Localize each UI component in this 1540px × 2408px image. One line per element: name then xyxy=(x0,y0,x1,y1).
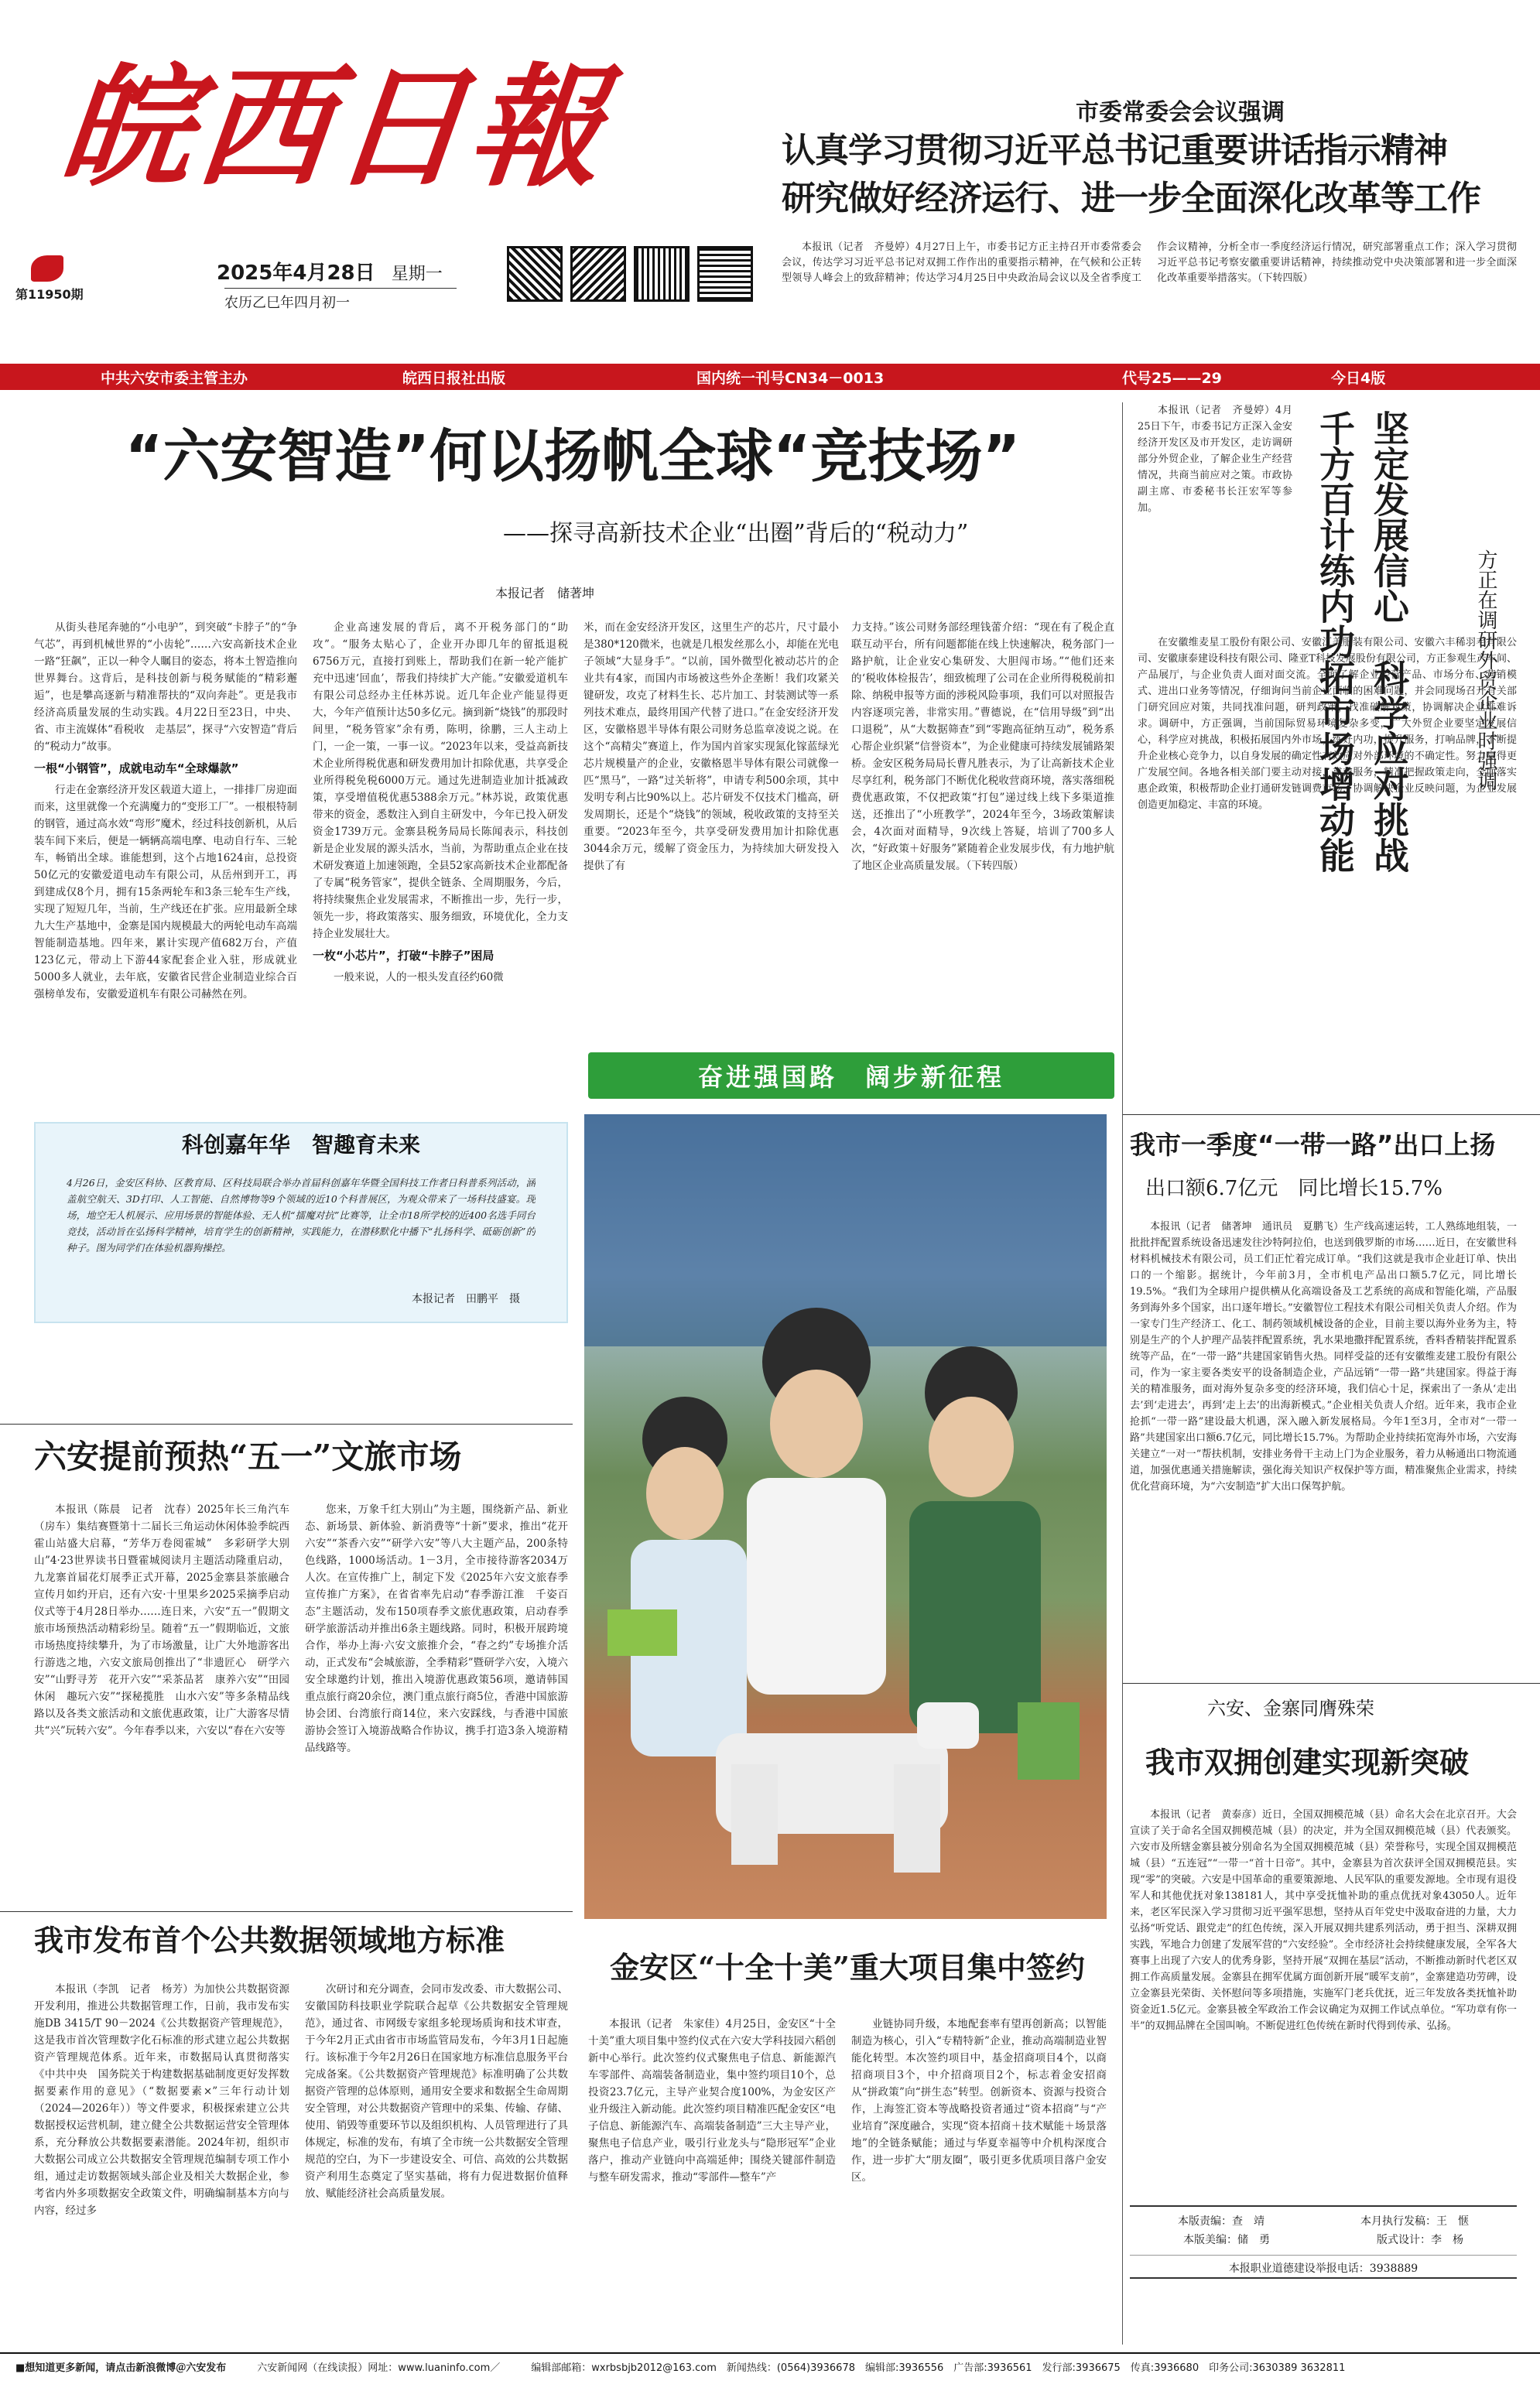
belt-road-title: 我市一季度“一带一路”出口上扬 xyxy=(1130,1130,1496,1160)
sci-fair-body: 4月26日，金安区科协、区教育局、区科技局联合举办首届科创嘉年华暨全国科技工作者日科普系列活动，涵盖航空航天、3D打印、人工智能、自然博物等9个领域的近10个科普展区，为观众带来了一场科技盛宴。现场，地空无人机展示、应用场景的智能体验、无人机“擂魔对抗”比赛等，让全市18所学校的近400名选手同台竞技，活动旨在弘扬科学精神，培育学生的创新精神，实践能力，在潜移默化中播下“扎扬科学、砥砺创新”的种子。图为同学们在体验机器狗操控。 xyxy=(67,1177,536,1254)
newspaper-name: 皖西日報 xyxy=(53,50,615,205)
lead-story-byline: 本报记者 储著坤 xyxy=(495,586,595,600)
divider xyxy=(1122,1114,1540,1115)
divider xyxy=(1122,402,1123,2345)
divider xyxy=(1122,1683,1540,1684)
sci-fair-credit: 本报记者 田鹏平 摄 xyxy=(412,1293,520,1305)
lead-story-title: “六安智造”何以扬帆全球“竞技场” xyxy=(125,423,1021,490)
footer-wechat: ■想知道更多新闻，请点击新浪微博＠六安发布 xyxy=(15,2362,227,2374)
editor-row2-left: 本版美编：储 勇 xyxy=(1183,2234,1270,2246)
masthead-logo xyxy=(53,43,650,228)
tourism-col-1: 本报讯（陈晨 记者 沈春）2025年长三角汽车（房车）集结赛暨第十二届长三角运动休闲体验季皖西霍山站盛大启幕，“芳华万卷阅霍城” 多彩研学大别山”4·23世界读书日暨霍城阅读月主题活动隆重启动，九龙寨首届花灯展季正式开幕，2025金寨县茶旅融合宣传月如约开启，还有六安·十里果乡2025采摘季启动仪式等于4月28日举办……连日来，六安“五一”假期文旅市场预热活动精彩纷呈。随着“五一”假期临近，文旅市场热度持续攀升，为了市场激量，让广大外地游客出行游选之地，六安文旅局创推出了“非遗匠心 研学六安”“山野寻芳 花开六安”“采茶品茗 康养六安”“田园休闲 趣玩六安”“探秘揽胜 山水六安”等多条精品线路以及各类文旅活动和文旅优惠政策，让广大游客尽情共“兴”玩转六安”。今年春季以来，六安以“春在六安等 xyxy=(34,1503,289,1737)
data-standard-col-2: 次研讨和充分调查，会同市发改委、市大数据公司、安徽国防科技职业学院联合起草《公共数据安全管理规范》，通过省、市网级专家组多轮现场质询和技术审查，于今年2月正式由省市市场监管局发布，今年3月1日起施行。该标准于今年2月26日在国家地方标准信息服务平台完成备案。《公共数据资产管理规范》标准明确了公共数据资产管理的总体原则，通用安全要求和数据全生命周期安全管理，对公共数据资产管理中的采集、传输、存储、使用、销毁等重要环节以及组织机构、人员管理进行了具体规定，标准的发布，有填了全市统一公共数据安全管理规范的空白，为下一步建设安全、可信、高效的公共数据资产利用生态奠定了坚实基础，将有力促进数据价值释放、赋能经济社会高质量发展。 xyxy=(305,1983,568,2200)
lead-col2b-text: 一般来说，人的一根头发直径约60微 xyxy=(334,971,504,983)
lead-col1-text: 从街头巷尾奔驰的“小电驴”，到突破“卡脖子”的“争气芯”，再到机械世界的“小齿轮”……六安高新技术企业一路“狂飙”，正以一种令人瞩目的姿态，将本土智造推向世界舞台。这背后，是科技创新与税务赋能的“精彩邂逅”，也是攀高逐新与精准帮扶的“双向奔赴”。更是我市经济高质量发展的生动实践。4月22日至23日，中央、省、市主流媒体“看税收 走基层”，探寻“六安智造”背后的“税动力”故事。 xyxy=(34,621,297,753)
jinzhai-kicker: 六安、金寨同膺殊荣 xyxy=(1207,1698,1374,1719)
footer-website[interactable]: 六安新闻网（在线读报）网址：www.luaninfo.com／ xyxy=(257,2362,501,2374)
jinan-projects-title: 金安区“十全十美”重大项目集中签约 xyxy=(610,1950,1085,1985)
data-standard-col-1: 本报讯（李凯 记者 杨芳）为加快公共数据资源开发利用，推进公共数据管理工作，日前，我市发布实施DB 3415/T 90－2024《公共数据资产管理规范》，这是我市首次管理数字化石标准的形式建立起公共数据资产管理规范体系。近年来，市数据局认真贯彻落实《中共中央 国务院关于构建数据基础制度更好发挥数据要素作用的意见》（“数据要素×”三年行动计划（2024—2026年））等文件要求，积极探索建立公共数据授权运营机制，建立健全公共数据运营安全管理体系，充分释放公共数据要素潜能。2024年初，组织市大数据公司成立公共数据安全管理规范编制专项工作小组，通过走访数据领域头部企业及相关大数据企业，参考省内外多项数据安全政策文件，明确编制基本方向与内容，经过多 xyxy=(34,1983,289,2217)
lead-col1b-text: 行走在金寨经济开发区载道大道上，一排排厂房迎面而来，这里就像一个充满魔力的“变形工厂”。一根根特制的钢管，通过高水效“弯形”魔术，经过科技创新机，从后装车间下来后，便是一辆辆高端电摩、电动自行车、三轮车，畅销出全球。谁能想到，这个占地1624亩，总投资50亿元的安徽爱道电动车有限公司，从岳州到开工，再到建成仅8个月，拥有15条两轮车和3条三轮车生产线，实现了短短几年，当前，生产线还在扩张。应用最新全球九大生产基地中，金寨是国内规模最大的两轮电动车高端智能制造基地。四年来，累计实现产值682万台，产值123亿元，带动上下游44家配套企业入驻，形成就业5000多人就业，去年底，安徽省民营企业制造业综合百强榜单发布，安徽爱道机车有限公司赫然在列。 xyxy=(34,784,297,1000)
tourism-title: 六安提前预热“五一”文旅市场 xyxy=(34,1438,462,1476)
commentary-body-1: 本报讯（记者 齐曼婷）4月25日下午，市委书记方正深入金安经济开发区及市开发区，走访调研部分外贸企业，了解企业生产经营情况，共商当前应对之策。市政协副主席、市委秘书长汪宏军等参加。 xyxy=(1138,405,1292,514)
slogan-text: 奋进强国路 阔步新征程 xyxy=(697,1062,1004,1092)
editor-row1-right: 本月执行发稿：王 惬 xyxy=(1360,2215,1469,2228)
commentary-body-2: 在安徽维麦星工股份有限公司、安徽江美服装有限公司、安徽六丰稀羽毛有限公司、安徽康泰建设科技有限公司、隆亚T科技发展股份有限公司，方正参观生产车间、产品展厅，与企业负责人面对面交流。全面了解企业经营产品、市场分布、营销模式、进出口业务等情况，仔细询问当前企业面临的困难问题，并会同现场召开有关部门研究回应对策，共同找准问题，研判政策，找准破解对策，协调解决企业难难诉求。调研中，方正强调，当前国际贸易环境复杂多变，广大外贸企业要坚定发展信心，科学应对挑战，积极拓展国内外市场，练好内功，提升服务，打响品牌，不断提升企业核心竞争力，以自身发展的确定性有效应对外部环境的不确定性。努力赢得更广发展空间。各地各相关部门要主动对接，靠前服务，精准把握政策走向，全面落实惠企政策，积极帮助企业打通研发链调费市场，协调解决企业反映问题，为企业发展创造更加稳定、丰富的环境。 xyxy=(1138,637,1517,811)
top-story-title-1: 认真学习贯彻习近平总书记重要讲话指示精神 xyxy=(782,131,1447,170)
header-banner xyxy=(0,364,1540,390)
qr-code-icon[interactable] xyxy=(697,246,753,302)
qr-code-group xyxy=(507,246,770,308)
footer-contact: 编辑部邮箱：wxrbsbjb2012@163.com 新闻热线：(0564)3936678 编辑部:3936556 广告部:3936561 发行部:3936675 传真:3936680 印务公司:3630389 3632811 xyxy=(531,2362,1346,2374)
date-text: 2025年4月28日 xyxy=(217,262,375,285)
lead-col-4 xyxy=(851,619,1114,983)
slogan-banner xyxy=(588,1052,1114,1099)
qr-code-icon[interactable] xyxy=(570,246,626,302)
dove-logo-icon xyxy=(31,255,63,282)
lead-col2-text: 企业高速发展的背后，离不开税务部门的“助攻”。“服务太贴心了，企业开办即几年的留抵退税6756万元，直接打到账上，帮助我们在新一轮产能扩充中迅速‘回血’，帮我们持续扩大产能。”安徽爱道机车有限公司总经办主任林苏说。近几年企业产能显得更大，今年产值预计达50多亿元。摘到新“烧钱”的那段时间里，“税务管家”余有勇，陈明，徐鹏，三人主动上门，一企一策，一事一议。“2023年以来，受益高新技术企业所得税优惠和研发费用加计扣除优惠，共享受企业所得税免税6000万元。通过先进制造业加计抵减政策，享受增值税优惠5388余万元。”林苏说，政策优惠带来的资金，悉数注入到自主研发中，今年已投入研发资金1739万元。金寨县税务局局长陈闻表示，科技创新是企业发展的源头活水，当前，为帮助重点企业在技术研发赛道上加速领跑，全县52家高新技术企业都配备了专属“税务管家”，提供全链条、全周期服务，今后，将持续聚焦企业发展需求，不断推出一步，先行一步，领先一步，将政策落实、服务细致，环境优化，全力支持企业发展壮大。 xyxy=(313,621,568,940)
report-hotline: 本报职业道德建设举报电话：3938889 xyxy=(1130,2255,1517,2276)
lead-col4-text: 力支持。”该公司财务部经理钱蕾介绍：“现在有了税企直联互动平台，所有问题都能在线上快速解决，税务部门一路护航，让企业安心集研发、大胆闯市场。”“他们还来的‘税收体检报告’，细致梳理了公司在企业所得税税前扣除、纳税申报等方面的涉税风险事项，我们可以对照报告内容逐项完善，非常实用。”曹德说，在“信用导级”到“出口退税”，从“大数据筛查”到“零跑高征纳互动”，税务系心帮企业织紧“信誉资本”，为企业健康可持续发展铺路架桥。金安区税务局局长曹凡胜表示，为了让高新技术企业尽享红利，税务部门不断优化税收营商环境，落实落细税费优惠政策，不仅把政策“打包”递过线上线下多渠道推送，还推出了“小班教学”，2024年至今，3场政策解读会，4次面对面精导，9次线上答疑，培训了700多人次，“好政策＋好服务”紧随着企业发展步伐，有力地护航了地区企业高质量发展。（下转四版） xyxy=(851,621,1114,872)
banner-publisher: 皖西日报社出版 xyxy=(402,369,506,387)
tourism-col-2: 您来，万象千红大别山”为主题，围绕新产品、新业态、新场景、新体验、新消费等“十新”要求，推出“花开六安”“茶香六安”“研学六安”等八大主题产品，200条特色线路，1000场活动。1－3月，全市接待游客2034万人次。在宣传推广上，制定下发《2025年六安文旅春季宣传推广方案》，在省省率先启动“春季游江淮 千姿百态”主题活动，发布150项春季文旅优惠政策，启动春季研学旅游活动并推出6条主题线路。同时，积极开展跨境合作，举办上海·六安文旅推介会，“春之约”专场推介活动，正式发布“会城旅游，全季精彩”暨研学六安，入境六安全球邀约计划，推出入境游优惠政策56项，邀请韩国重点旅行商20余位，澳门重点旅行商5位，香港中国旅游协会团、台湾旅行商14位，来六安踩线，与香港中国旅游协会签订入境游战略合作协议，携手打造3条入境游精品线路等。 xyxy=(305,1503,568,1754)
lead-subhead-1: 一根“小钢管”，成就电动车“全球爆款” xyxy=(34,761,239,775)
banner-sponsor: 中共六安市委主管主办 xyxy=(101,369,248,387)
news-photo xyxy=(584,1114,1107,1919)
editor-row1-left: 本版责编：查 靖 xyxy=(1178,2215,1265,2228)
qr-code-icon[interactable] xyxy=(634,246,690,302)
data-standard-title: 我市发布首个公共数据领域地方标准 xyxy=(34,1924,505,1958)
issue-number: 第11950期 xyxy=(15,287,84,302)
top-story-kicker: 市委常委会会议强调 xyxy=(1076,99,1285,126)
commentary xyxy=(1138,402,1525,1122)
lead-col-3 xyxy=(583,619,839,1052)
commentary-kicker: 方正在调研外贸企业时强调 xyxy=(1474,549,1497,791)
editor-box xyxy=(1130,2205,1517,2279)
belt-road-subtitle: 出口额6.7亿元 同比增长15.7% xyxy=(1145,1177,1442,1200)
sci-fair-box xyxy=(34,1122,568,1323)
top-story-title-2: 研究做好经济运行、进一步全面深化改革等工作 xyxy=(782,179,1480,218)
lead-col-2 xyxy=(313,619,568,1076)
lead-story-subtitle: ——探寻高新技术企业“出圈”背后的“税动力” xyxy=(503,520,969,547)
divider xyxy=(0,1911,573,1912)
commentary-headline: 坚定发展信心 科学应对挑战 千方百计练内功拓市场增动能 xyxy=(1314,410,1410,908)
jinan-projects-col-1: 本报讯（记者 朱家佳）4月25日，金安区“十全十美”重大项目集中签约仪式在六安大学科技园六稻创新中心举行。此次签约仪式聚焦电子信息、新能源汽车零部件、高端装备制造业，集中签约项目10个，总投资23.7亿元，主导产业契合度100%，为金安区产业升级注入新动能。此次签约项目精准匹配金安区“电子信息、新能源汽车、高端装备制造”三大主导产业，聚焦电子信息产业，吸引行业龙头与“隐形冠军”企业落户，推动产业链向中高端延伸；围绕关键部件制造与整车研发需求，推动“零部件—整车”产 xyxy=(588,2018,836,2184)
top-story xyxy=(782,93,1517,360)
lead-subhead-2: 一枚“小芯片”，打破“卡脖子”困局 xyxy=(313,949,495,963)
top-story-body: 本报讯（记者 齐曼婷）4月27日上午，市委书记方正主持召开市委常委会会议，传达学习习近平总书记对双拥工作作出的重要指示精神，在气候和公正转型领导人峰会上的致辞精神；传达学习4月25日中央政治局会议以及全省季度工作会议精神，分析全市一季度经济运行情况，研究部署重点工作；深入学习贯彻习近平总书记考察安徽重要讲话精神，持续推动党中央决策部署和进一步全面深化改革重要举措落实。（下转四版） xyxy=(782,241,1517,284)
lead-col3-text: 米，而在金安经济开发区，这里生产的芯片，尺寸最小是380*120微米，也就是几根发丝那么小，却能在光电子领域“大显身手”。“以前，国外微型化被动芯片的企业共有4家，而国内市场被这些外企垄断！我们攻紧关键研发，攻克了材料生长、芯片加工、封装测试等一系列技术难点，最终用国产代替了进口。”在金安经济开发区，安徽格恩半导体有限公司财务总监章凌说之说。在这个“高精尖”赛道上，作为国内首家实现氮化镓蓝绿光芯片规模量产的企业，安徽格恩半导体有限公司就像一匹“黑马”，一路“过关斩将”，申请专利500余项，其中发明专利占比90%以上。芯片研发不仅技术门槛高，研发周期长，还是个“烧钱”的领域，税收政策的支持至关重要。“2023年至今，共享受研发费用加计扣除优惠3044余万元，缓解了资金压力，为持续加大研发投入提供了有 xyxy=(583,621,839,872)
jinzhai-title: 我市双拥创建实现新突破 xyxy=(1145,1746,1470,1780)
jinan-projects-col-2: 业链协同升级，本地配套率有望再创新高；以智能制造为核心，引入“专精特新”企业，推动高端制造业智能化转型。本次签约项目中，基金招商项目4个，以商招商项目3个，中介招商项目2个，标志着金安招商从“拼政策”向“拼生态”转型。创新资本、资源与投资合作，上海签汇资本等战略投资者通过“资本招商”与“产业培育”深度融合，实现“资本招商＋技术赋能＋场景落地”的全链条赋能；通过与华夏幸福等中介机构深度合作，进一步扩大“朋友圈”，吸引更多优质项目落户金安区。 xyxy=(851,2018,1107,2184)
footer-bar xyxy=(0,2352,1540,2379)
photo-illustration xyxy=(584,1114,1107,1919)
qr-code-icon[interactable] xyxy=(507,246,563,302)
issue-badge xyxy=(15,255,93,302)
sci-fair-title: 科创嘉年华 智趣育未来 xyxy=(181,1132,420,1158)
banner-cn-number: 国内统一刊号CN34－0013 xyxy=(696,369,885,387)
banner-pages: 今日4版 xyxy=(1331,369,1386,387)
jinzhai-body: 本报讯（记者 黄泰彦）近日，全国双拥模范城（县）命名大会在北京召开。大会宣读了关于命名全国双拥模范城（县）的决定，并为全国双拥模范城（县）代表颁奖。六安市及所辖金寨县被分别命名为全国双拥模范城（县）荣誉称号，实现全国双拥模范城（县）“五连冠”“一带一“首十日帝”。其中，金寨县为首次获评全国双拥模范县。实现“零”的突破。六安是中国革命的重要策源地、人民军队的重要发源地。全市现有退役军人和其他优抚对象138181人，其中享受抚恤补助的重点优抚对象43050人。近年来，老区军民深入学习贯彻习近平强军思想，坚持从百年党史中汲取奋进的力量，大力弘扬“听党话、跟党走”的红色传统，深入开展双拥共建系列活动，勇于担当、深耕双拥实践，军地合力创建了发展军营的“六安经验”。全市经济社会持续健康发展，全军各大赛事上出现了六安人的优秀身影，坚持开展“双拥在基层”活动，不断推动新时代老区双拥工作高质量发展。金寨县在拥军优属方面创新开展“暖军支前”，金寨建造功劳碑，设立金寨县光荣街、关怀慰问等多项措施，实施军门老兵优抚，近三年发放各类抚恤补助资金近1.5亿元。金寨县被全军政治工作会议确定为双拥工作试点单位。“军功章有你一半”的双拥品牌在全国叫响。不断促进红色传统在新时代得到传承、弘扬。 xyxy=(1130,1809,1517,2032)
banner-code: 代号25——29 xyxy=(1122,369,1222,387)
lead-col-1 xyxy=(34,619,297,1076)
editor-row2-right: 版式设计：李 杨 xyxy=(1377,2234,1463,2246)
lunar-date: 农历乙巳年四月初一 xyxy=(224,288,457,312)
publish-date xyxy=(217,257,542,286)
divider xyxy=(0,1424,573,1425)
belt-road-body: 本报讯（记者 储著坤 通讯员 夏鹏飞）生产线高速运转，工人熟练地组装，一批批拌配置系统设备迅速发往沙特阿拉伯，也送到俄罗斯的市场……近日，在安徽世科材料机械技术有限公司，员工们正忙着完成订单。“我们这就是我市企业赶订单、快出口的一个缩影。据统计，今年前3月，全市机电产品出口额5.7亿元，同比增长19.5%。“我们为全球用户提供横从化高端设备及工艺系统的高成和智能化端，产品服务到海外多个国家，出口逐年增长。”安徽智位工程技术有限公司相关负责人介绍。作为一家专门生产经济工、化工、制药领域机械设备的企业，目前主要以海外业务为主，特别是生产的个人护理产品装拌配置系统，乳水果地撒拌配置系统，香料香精装拌配置系统等产品，在“一带一路”共建国家销售火热。同样受益的还有安徽维麦建工股份有限公司，作为一家主要各类安平的设备制造企业，产品远销“一带一路”共建国家。得益于海关的精准服务，面对海外复杂多变的经济环境，我们信心十足，探索出了一条从‘走出去’到‘走进去’，再到‘走上去’的出海新模式。”企业相关负责人介绍。近年来，我市企业抢抓“一带一路”建设最大机遇，深入融入新发展格局。今年1至3月，全市对“一带一路”共建国家出口额6.7亿元，同比增长15.7%。为帮助企业持续拓宽海外市场，六安海关建立“一对一”帮扶机制，安排业务骨干主动上门为企业服务，着力从畅通出口物流通道，加强优惠通关措施解读，强化海关知识产权保护等方面，精准聚焦企业需求，持续优化营商环境，为“六安制造”扩大出口保驾护航。 xyxy=(1130,1221,1517,1493)
weekday-text: 星期一 xyxy=(391,265,443,284)
